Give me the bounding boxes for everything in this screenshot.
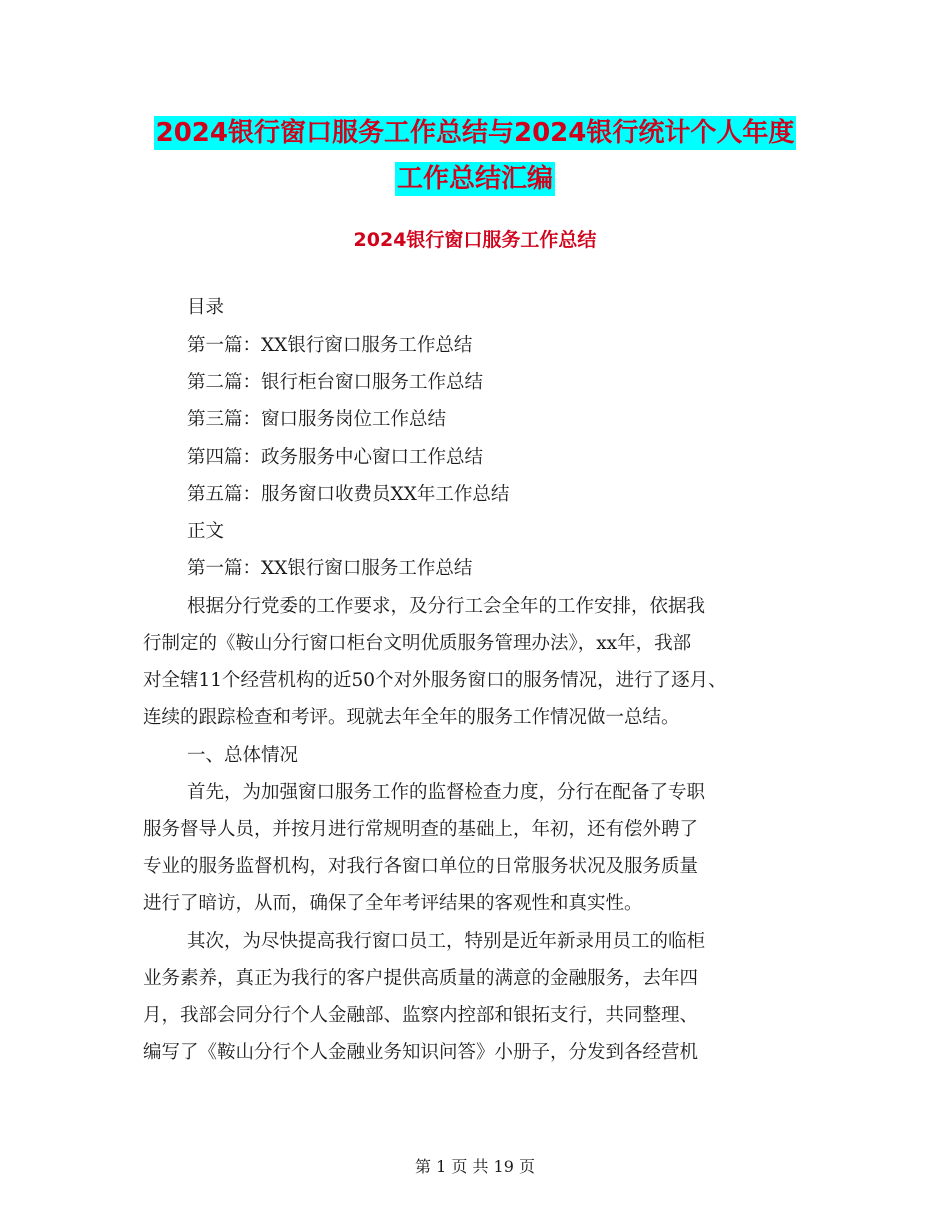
document-title-line-2-text: 工作总结汇编 [396,164,553,194]
toc-item: 第四篇：政务服务中心窗口工作总结 [187,447,484,468]
paragraph-line: 月，我部会同分行个人金融部、监察内控部和银拓支行，共同整理、 [143,1005,699,1026]
paragraph-line: 对全辖11个经营机构的近50个对外服务窗口的服务情况，进行了逐月、 [143,670,727,691]
toc-item: 第五篇：服务窗口收费员XX年工作总结 [187,484,510,505]
paragraph-line: 首先，为加强窗口服务工作的监督检查力度，分行在配备了专职 [187,782,706,803]
paragraph-line: 业务素养，真正为我行的客户提供高质量的满意的金融服务，去年四 [143,968,699,989]
paragraph-line: 其次，为尽快提高我行窗口员工，特别是近年新录用员工的临柜 [187,931,706,952]
document-title-line-1-text: 2024银行窗口服务工作总结与2024银行统计个人年度 [155,118,795,148]
paragraph-line: 专业的服务监督机构，对我行各窗口单位的日常服务状况及服务质量 [143,856,699,877]
toc-item: 第三篇：窗口服务岗位工作总结 [187,409,447,430]
page-number-footer: 第 1 页 共 19 页 [415,1157,535,1176]
body-heading: 正文 [187,521,225,542]
subsection-heading: 一、总体情况 [187,745,299,766]
paragraph-line: 编写了《鞍山分行个人金融业务知识问答》小册子，分发到各经营机 [143,1042,699,1063]
toc-item: 第二篇：银行柜台窗口服务工作总结 [187,372,484,393]
paragraph-line: 进行了暗访，从而，确保了全年考评结果的客观性和真实性。 [143,893,643,914]
document-title-line-2 [0,158,950,195]
paragraph-line: 根据分行党委的工作要求，及分行工会全年的工作安排，依据我 [187,596,706,617]
toc-heading: 目录 [187,297,225,318]
toc-item: 第一篇：XX银行窗口服务工作总结 [187,335,473,356]
paragraph-line: 行制定的《鞍山分行窗口柜台文明优质服务管理办法》，xx年，我部 [143,633,692,654]
section-title: 2024银行窗口服务工作总结 [353,229,597,251]
document-title-line-1 [0,112,950,149]
paragraph-line: 服务督导人员，并按月进行常规明查的基础上，年初，还有偿外聘了 [143,819,699,840]
chapter-heading: 第一篇：XX银行窗口服务工作总结 [187,558,473,579]
paragraph-line: 连续的跟踪检查和考评。现就去年全年的服务工作情况做一总结。 [143,707,680,728]
